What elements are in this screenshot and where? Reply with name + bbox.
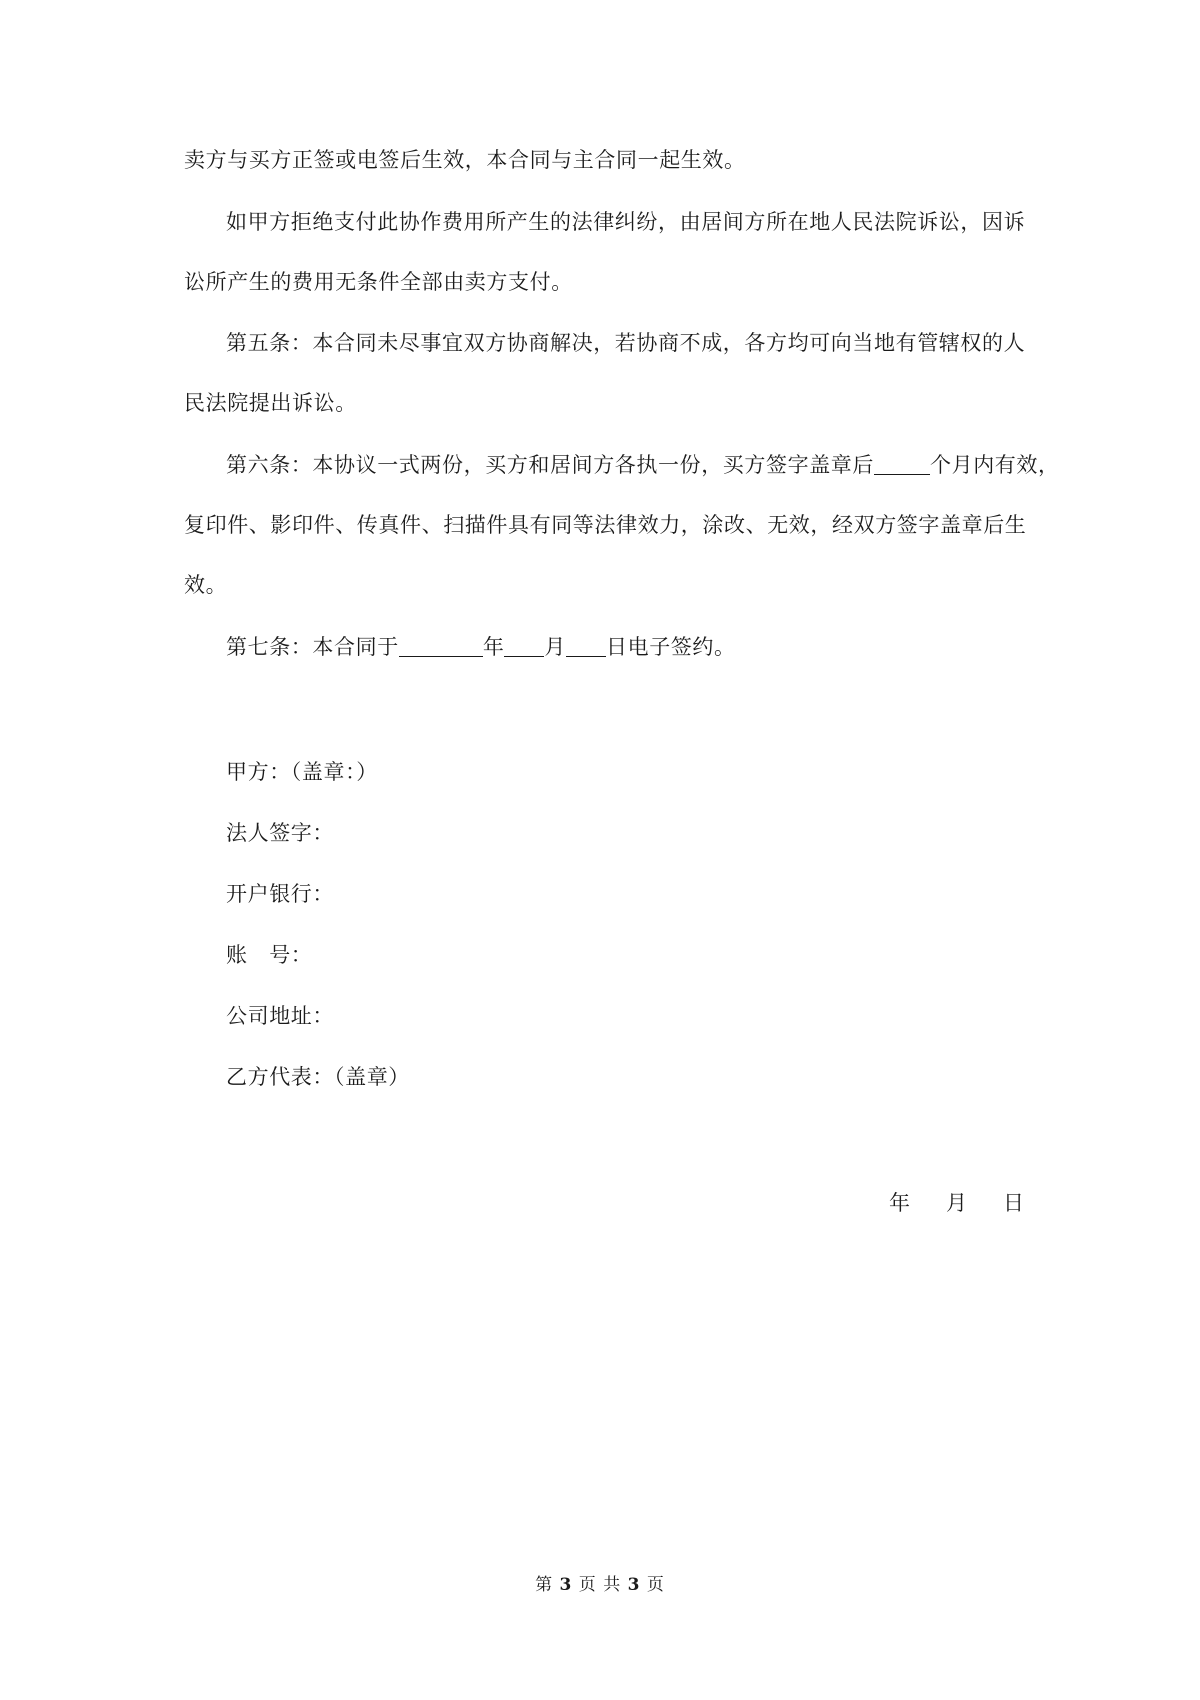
date-month: 月 bbox=[946, 1191, 967, 1215]
months-blank[interactable] bbox=[874, 452, 930, 475]
bank-field: 开户银行： bbox=[226, 882, 334, 906]
article-5-line: 第五条：本合同未尽事宜双方协商解决，若协商不成，各方均可向当地有管辖权的人 bbox=[226, 331, 1026, 355]
month-blank[interactable] bbox=[504, 634, 544, 657]
article-5-line: 民法院提出诉讼。 bbox=[184, 391, 357, 415]
paragraph-line: 讼所产生的费用无条件全部由卖方支付。 bbox=[184, 270, 573, 294]
day-blank[interactable] bbox=[566, 634, 606, 657]
address-field: 公司地址： bbox=[226, 1004, 334, 1028]
account-field: 账 号： bbox=[226, 943, 313, 967]
party-b-seal: 乙方代表：（盖章） bbox=[226, 1065, 410, 1089]
footer-suffix: 页 bbox=[646, 1575, 665, 1595]
month-label: 月 bbox=[544, 635, 567, 659]
footer-mid: 页 共 bbox=[578, 1575, 622, 1595]
article-7-line bbox=[226, 632, 1024, 662]
signing-date bbox=[889, 1188, 1024, 1218]
date-day: 日 bbox=[1003, 1191, 1024, 1215]
day-label: 日电子签约。 bbox=[606, 635, 736, 659]
footer-prefix: 第 bbox=[535, 1575, 554, 1595]
year-label: 年 bbox=[482, 635, 505, 659]
party-a-seal: 甲方：（盖章：） bbox=[226, 760, 378, 784]
date-year: 年 bbox=[889, 1191, 910, 1215]
article-6-line bbox=[226, 450, 1060, 480]
page-number: 3 bbox=[559, 1575, 573, 1595]
article-6-line: 复印件、影印件、传真件、扫描件具有同等法律效力，涂改、无效，经双方签字盖章后生 bbox=[184, 513, 1027, 537]
article-7-text: 第七条：本合同于 bbox=[226, 635, 399, 659]
page-footer bbox=[0, 1573, 1200, 1597]
page-total: 3 bbox=[627, 1575, 641, 1595]
article-6-text: 个月内有效， bbox=[930, 453, 1060, 477]
legal-rep-signature: 法人签字： bbox=[226, 821, 334, 845]
article-6-line: 效。 bbox=[184, 573, 228, 597]
article-6-text: 第六条：本协议一式两份，买方和居间方各执一份，买方签字盖章后 bbox=[226, 453, 874, 477]
year-blank[interactable] bbox=[399, 634, 483, 657]
paragraph-line: 如甲方拒绝支付此协作费用所产生的法律纠纷，由居间方所在地人民法院诉讼，因诉 bbox=[226, 210, 1026, 234]
paragraph-line: 卖方与买方正签或电签后生效，本合同与主合同一起生效。 bbox=[184, 148, 746, 172]
